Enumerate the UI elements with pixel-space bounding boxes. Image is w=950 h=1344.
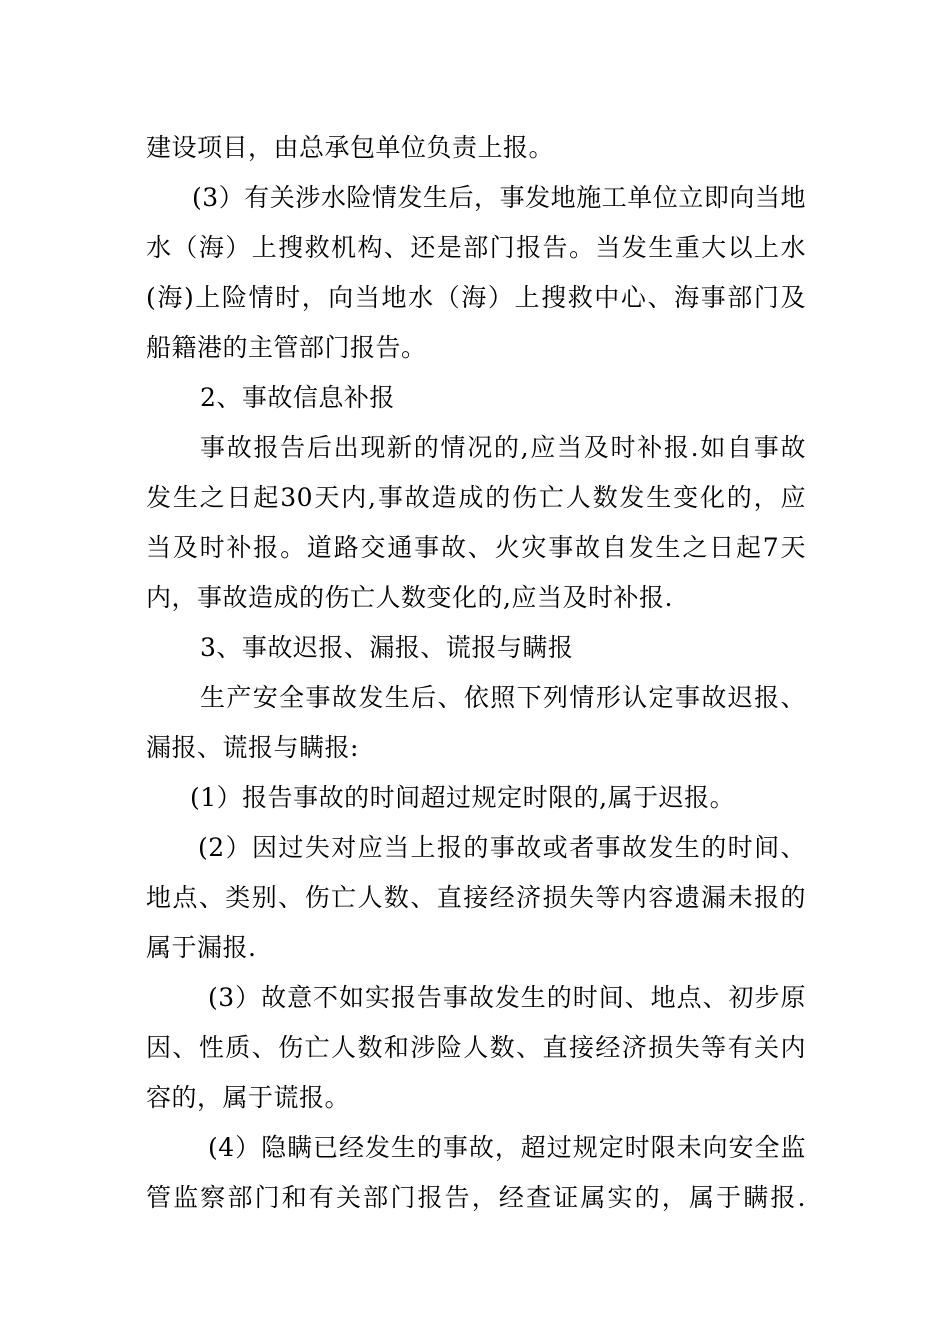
text-line: (3）故意不如实报告事故发生的时间、地点、初步原 [208, 983, 806, 1012]
text-line: 建设项目，由总承包单位负责上报。 [146, 133, 555, 162]
text-line: 事故报告后出现新的情况的,应当及时补报.如自事故 [200, 433, 806, 462]
text-line: 水（海）上搜救机构、还是部门报告。当发生重大以上水 [146, 233, 806, 262]
text-line: 容的，属于谎报。 [146, 1083, 351, 1112]
text-line: 漏报、谎报与瞒报: [146, 733, 359, 762]
text-line: (3）有关涉水险情发生后，事发地施工单位立即向当地 [192, 183, 806, 212]
text-line: (1）报告事故的时间超过规定时限的,属于迟报。 [190, 783, 736, 812]
text-line: 管监察部门和有关部门报告，经查证属实的，属于瞒报. [146, 1183, 806, 1212]
text-line: 内，事故造成的伤亡人数变化的,应当及时补报. [146, 583, 673, 612]
text-line: 生产安全事故发生后、依照下列情形认定事故迟报、 [200, 683, 806, 712]
text-line: 发生之日起30天内,事故造成的伤亡人数发生变化的，应 [146, 483, 806, 512]
text-line: 属于漏报. [146, 933, 257, 962]
text-line: (2）因过失对应当上报的事故或者事故发生的时间、 [198, 833, 806, 862]
text-line: (4）隐瞒已经发生的事故，超过规定时限未向安全监 [208, 1133, 806, 1162]
text-line: (海)上险情时，向当地水（海）上搜救中心、海事部门及 [146, 283, 806, 312]
text-line: 因、性质、伤亡人数和涉险人数、直接经济损失等有关内 [146, 1033, 806, 1062]
section-heading: 3、事故迟报、漏报、谎报与瞒报 [200, 633, 574, 662]
text-line: 当及时补报。道路交通事故、火灾事故自发生之日起7天 [146, 533, 806, 562]
text-line: 地点、类别、伤亡人数、直接经济损失等内容遗漏未报的 [146, 883, 806, 912]
text-line: 船籍港的主管部门报告。 [146, 333, 427, 362]
section-heading: 2、事故信息补报 [200, 383, 395, 412]
